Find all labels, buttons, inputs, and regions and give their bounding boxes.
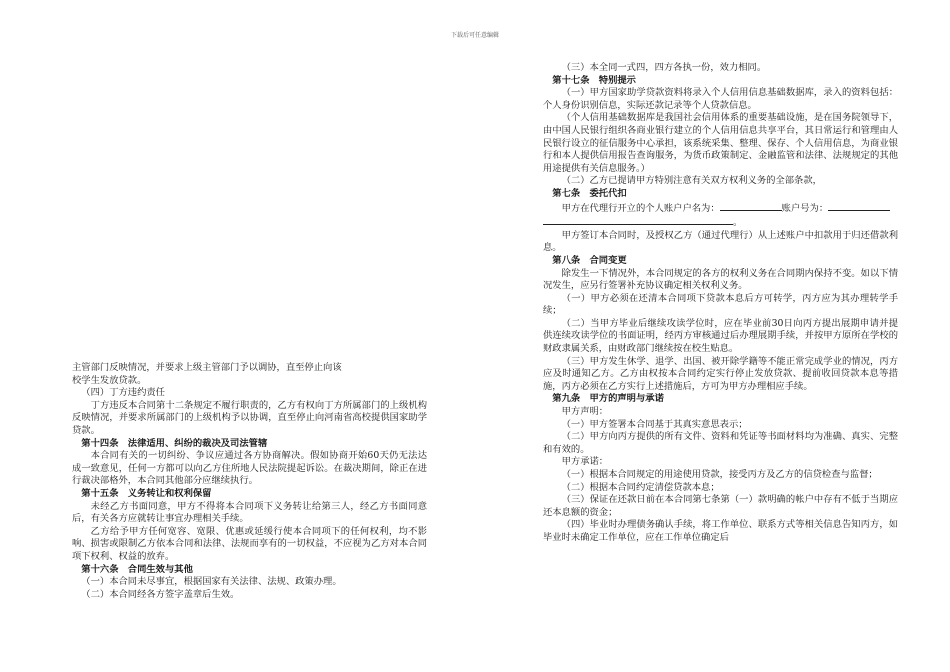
right-paragraph: （二）甲方向丙方提供的所有文件、资料和凭证等书面材料均为准确、真实、完整和有效的。 xyxy=(543,431,898,455)
account-line xyxy=(543,201,898,216)
right-paragraph: （二）乙方已提请甲方特别注意有关双方权利义务的全部条款， xyxy=(561,175,822,187)
account-number-blank xyxy=(828,201,890,211)
right-paragraph: （个人信用基础数据库是我国社会信用体系的重要基础设施，是在国务院领导下，由中国人民银行组织各商业银行建立的个人信用信息共享平台，其日常运行和管理由人民银行设立的征信服务中心承担，该系统采集、整理、保存、个人信用信息，为商业银行和本人提供信用报告查询服务，为货币政策制定、金融监管和法律、法规规定的其他用途提供有关信息服务。） xyxy=(543,112,898,174)
right-paragraph: （二）当甲方毕业后继续攻读学位时，应在毕业前30日向丙方提出展期申请并提供连续攻读学位的书面证明，经丙方审核通过后办理展期手续，并按甲方原所在学校的财政隶属关系，由财政部门继续按在校生贴息。 xyxy=(543,317,898,355)
clause-4-heading: （四）丁方违约责任 xyxy=(81,387,165,399)
right-paragraph: （三）保证在还款日前在本合同第七条第（一）款明确的帐户中存有不低于当期应还本息额的资金； xyxy=(543,494,898,518)
right-paragraph: （四）毕业时办理债务确认手续，将工作单位、联系方式等相关信息告知丙方，如毕业时未确定工作单位，应在工作单位确定后 xyxy=(543,519,898,543)
right-paragraph: 除发生一下情况外，本合同规定的各方的权利义务在合同期内保持不变。如以下情况发生，应另行签署补充协议确定相关权利义务。 xyxy=(543,267,898,292)
article-16-heading: 第十六条 合同生效与其他 xyxy=(81,563,193,575)
account-name-blank xyxy=(720,201,782,211)
right-paragraph: （一）甲方必须在还清本合同项下贷款本息后方可转学，丙方应为其办理转学手续； xyxy=(543,292,898,317)
article-9-heading: 第九条 甲方的声明与承诺 xyxy=(552,393,664,405)
left-paragraph: 乙方给予甲方任何宽容、宽限、优惠或延缓行使本合同项下的任何权利，均不影响、损害或限制乙方依本合同和法律、法规而享有的一切权益，不应视为乙方对本合同项下权利、权益的放弃。 xyxy=(72,525,427,562)
left-line: 校学生发放贷款。 xyxy=(72,374,147,386)
right-paragraph: （三）本全同一式四，四方各执一份，效力相同。 xyxy=(561,62,767,73)
account-line-end: 。 xyxy=(733,217,743,229)
right-paragraph: （一）甲方国家助学贷款资料将录入个人信用信息基础数据库，录入的资料包括：个人身份识别信息，实际还款记录等个人贷款信息。 xyxy=(543,87,898,111)
account-line-2 xyxy=(543,215,898,230)
right-paragraph: （二）根据本合同约定清偿贷款本息； xyxy=(561,481,720,493)
left-paragraph: 本合同有关的一切纠纷、争议应通过各方协商解决。假如协商开始60天仍无法达成一致意见，任何一方都可以向乙方住所地人民法院提起诉讼。在裁决期间，除正在进行裁决部格外，本合同其他部分应继续执行。 xyxy=(72,450,427,487)
left-paragraph: 未经乙方书面同意，甲方不得将本合同项下义务转让给第三人，经乙方书面同意后，有关各方应就转让事宜办理相关手续。 xyxy=(72,500,427,525)
right-paragraph: （一）根据本合同规定的用途使用贷款，接受丙方及乙方的信贷检查与监督； xyxy=(561,469,878,480)
right-column xyxy=(543,62,898,545)
right-paragraph: 甲方声明： xyxy=(561,406,609,418)
article-15-heading: 第十五条 义务转让和权利保留 xyxy=(81,487,212,499)
left-paragraph: 丁方违反本合同第十二条规定不履行职责的，乙方有权向丁方所属部门的上级机构反映情况，并要求所属部门的上级机构予以协调，直至停止向河南省高校提供国家助学贷款。 xyxy=(72,399,427,436)
left-paragraph: （一）本合同未尽事宜，根据国家有关法律、法规、政策办理。 xyxy=(81,576,342,588)
right-paragraph: （三）甲方发生休学、退学、出国、被开除学籍等不能正常完成学业的情况，丙方应及时通知乙方。乙方由权按本合同约定实行停止发放贷款、提前收回贷款本息等措施，丙方必须在乙方实行上述措施后，方可为甲方办理相应手续。 xyxy=(543,355,898,392)
left-column xyxy=(72,362,427,601)
article-17-heading: 第十七条 特别提示 xyxy=(552,74,636,86)
right-paragraph: （一）甲方签署本合同基于其真实意思表示； xyxy=(561,418,748,430)
left-line: 主管部门反映情况，并要求上级主管部门予以调协，直至停止向该 xyxy=(72,362,342,373)
account-name-label: 甲方在代理行开立的个人账户户名为： xyxy=(561,202,720,214)
right-paragraph: 甲方签订本合同时，及授权乙方（通过代理行）从上述账户中扣款用于归还借款利息。 xyxy=(543,229,898,254)
account-number-label: 账户号为： xyxy=(781,202,829,214)
article-7-heading: 第七条 委托代扣 xyxy=(552,187,627,199)
article-14-heading: 第十四条 法律适用、纠纷的裁决及司法管辖 xyxy=(81,437,268,449)
account-continuation-blank xyxy=(543,215,733,225)
left-paragraph: （二）本合同经各方签字盖章后生效。 xyxy=(81,588,240,600)
header-note: 下载后可任意编辑 xyxy=(450,32,499,39)
right-paragraph: 甲方承诺： xyxy=(561,456,609,468)
article-8-heading: 第八条 合同变更 xyxy=(552,254,627,266)
